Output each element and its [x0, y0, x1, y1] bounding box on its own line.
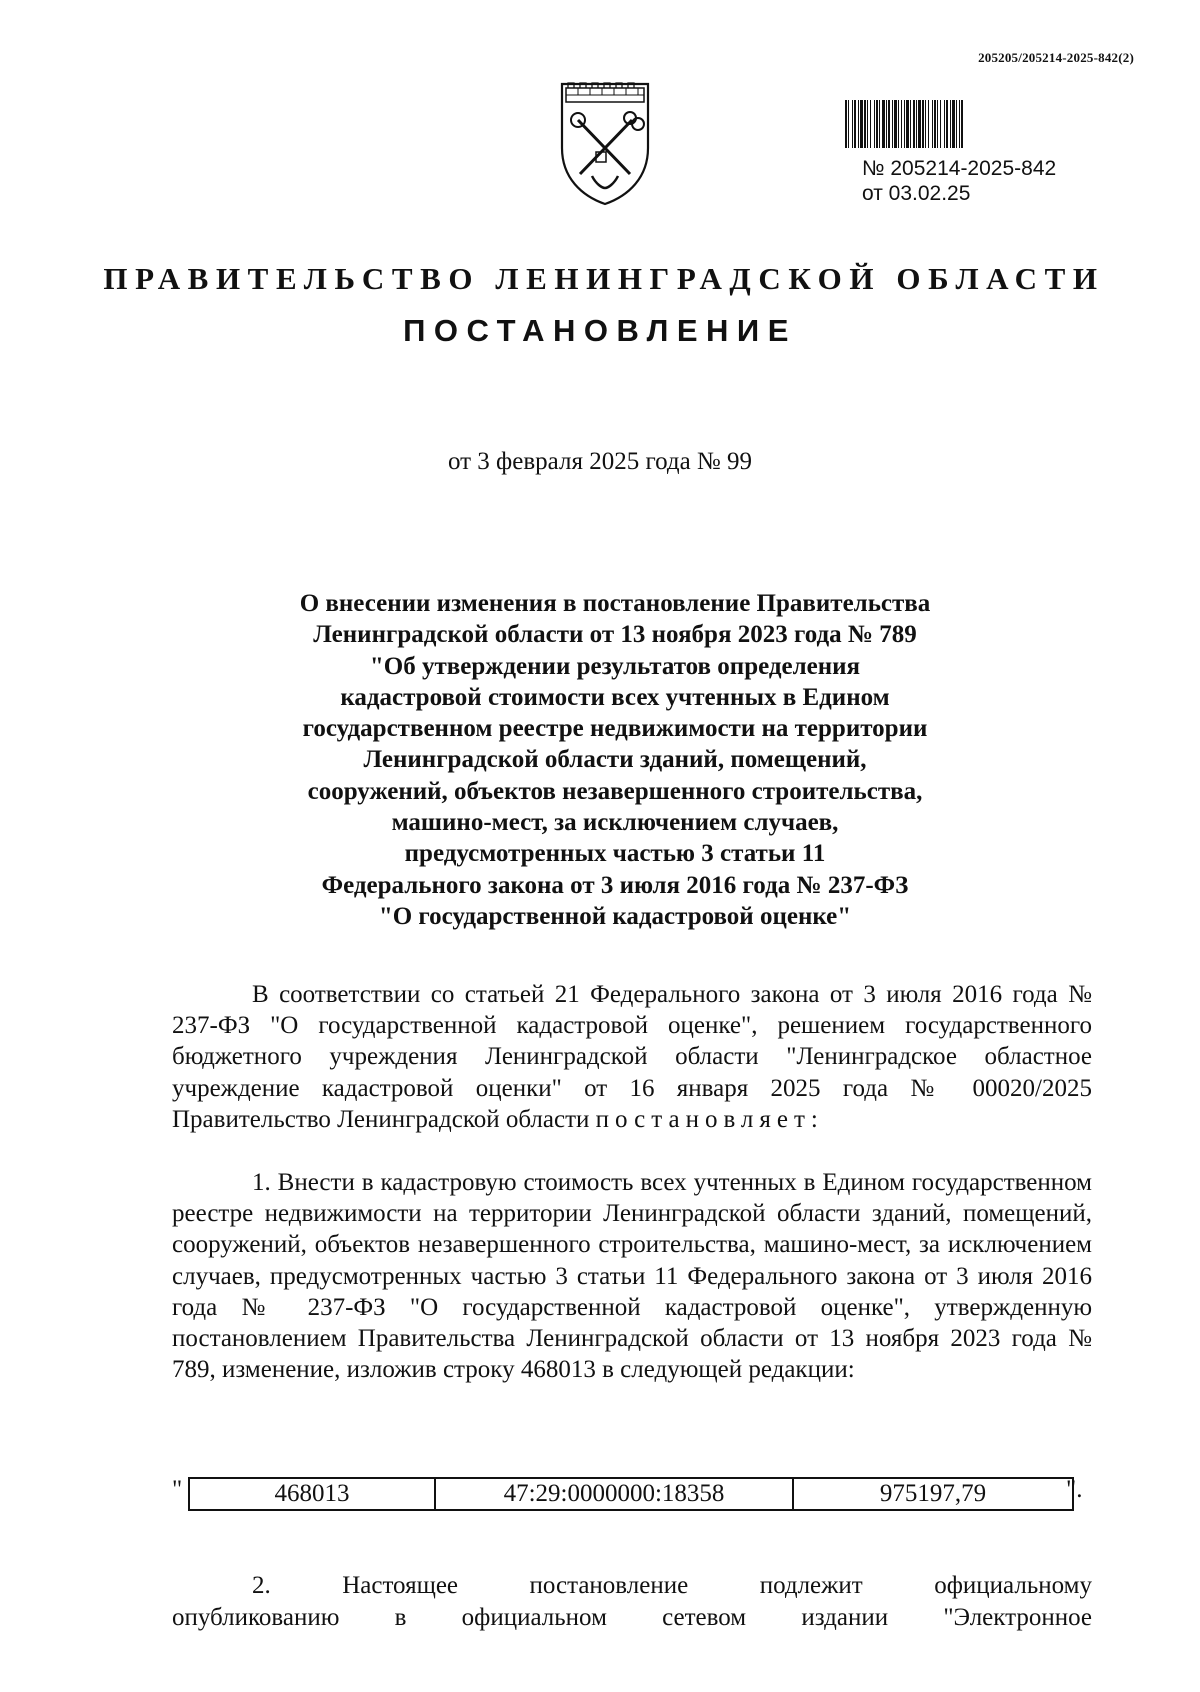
title-line: "О государственной кадастровой оценке": [378, 902, 852, 930]
word: "Электронное: [943, 1604, 1092, 1631]
document-code: 205205/205214-2025-842(2): [978, 50, 1134, 65]
title-line: кадастровой стоимости всех учтенных в Едином: [340, 683, 890, 711]
word: постановление: [529, 1572, 689, 1599]
decree-date-number: от 3 февраля 2025 года № 99: [447, 448, 753, 475]
word: издании: [801, 1604, 889, 1631]
title-line: предусмотренных частью 3 статьи 11: [404, 840, 826, 868]
cadastral-number-cell: 47:29:0000000:18358: [435, 1478, 793, 1510]
title-line: О внесении изменения в постановление Правительства: [299, 590, 931, 617]
item-2-line: [172, 1570, 1092, 1602]
close-quote: ".: [1066, 1476, 1083, 1503]
coat-of-arms-emblem: [556, 78, 654, 208]
cadastral-table: [188, 1477, 1074, 1511]
barcode-bar: [963, 100, 966, 148]
barcode: [845, 100, 1110, 148]
issuing-authority: ПРАВИТЕЛЬСТВО ЛЕНИНГРАДСКОЙ ОБЛАСТИ: [103, 261, 1105, 296]
registration-stamp: [862, 156, 1056, 206]
title-line: Ленинградской области от 13 ноября 2023 года № 789: [313, 621, 917, 649]
preamble-paragraph: [172, 979, 1092, 1135]
table-row: [189, 1478, 1073, 1510]
registration-date: от 03.02.25: [862, 182, 971, 205]
item-2-paragraph: [172, 1570, 1092, 1634]
item-1-paragraph: 1. Внести в кадастровую стоимость всех учтенных в Едином государственном реестре недвижимости на территории Ленинградской области зданий, помещений, сооружений, объектов незавершенного строительства, машино-мест, за исключением случаев, предусмотренных частью 3 статьи 11 Федерального закона от 3 июля 2016 года № 237-ФЗ "О государственной кадастровой оценке", утвержденную постановлением Правительства Ленинградской области от 13 ноября 2023 года № 789, изменение, изложив строку 468013 в следующей редакции:: [172, 1169, 1092, 1384]
decree-title: [255, 588, 975, 932]
word: Настоящее: [342, 1572, 459, 1599]
registration-number: № 205214-2025-842: [862, 157, 1057, 180]
cadastral-value-cell: 975197,79: [793, 1478, 1073, 1510]
word: сетевом: [662, 1604, 747, 1631]
title-line: сооружений, объектов незавершенного строительства,: [307, 777, 923, 805]
word: официальном: [461, 1604, 607, 1631]
title-line: машино-мест, за исключением случаев,: [391, 809, 839, 837]
preamble-text: В соответствии со статьей 21 Федерального закона от 3 июля 2016 года № 237-ФЗ "О государственной кадастровой оценке", решением государственного бюджетного учреждения Ленинградской области "Ленинградское областное учреждение кадастровой оценки" от 16 января 2025 года № 00020/2025 Правительство Ленинградской: [172, 981, 1092, 1133]
word: в: [394, 1604, 407, 1631]
document-type: ПОСТАНОВЛЕНИЕ: [403, 313, 797, 348]
word: 2.: [252, 1572, 271, 1599]
word: подлежит: [759, 1572, 863, 1599]
resolves-word: постановляет:: [595, 1105, 824, 1133]
open-quote: ": [172, 1476, 183, 1503]
item-2-line: [172, 1602, 1092, 1634]
title-line: Ленинградской области зданий, помещений,: [363, 746, 867, 774]
row-number-cell: 468013: [189, 1478, 435, 1510]
title-line: Федерального закона от 3 июля 2016 года № 237-ФЗ: [321, 871, 909, 899]
title-line: государственном реестре недвижимости на территории: [302, 715, 928, 743]
title-line: "Об утверждении результатов определения: [369, 652, 861, 680]
preamble-end: области: [505, 1105, 590, 1133]
word: официальному: [934, 1572, 1092, 1599]
word: опубликованию: [172, 1604, 340, 1631]
